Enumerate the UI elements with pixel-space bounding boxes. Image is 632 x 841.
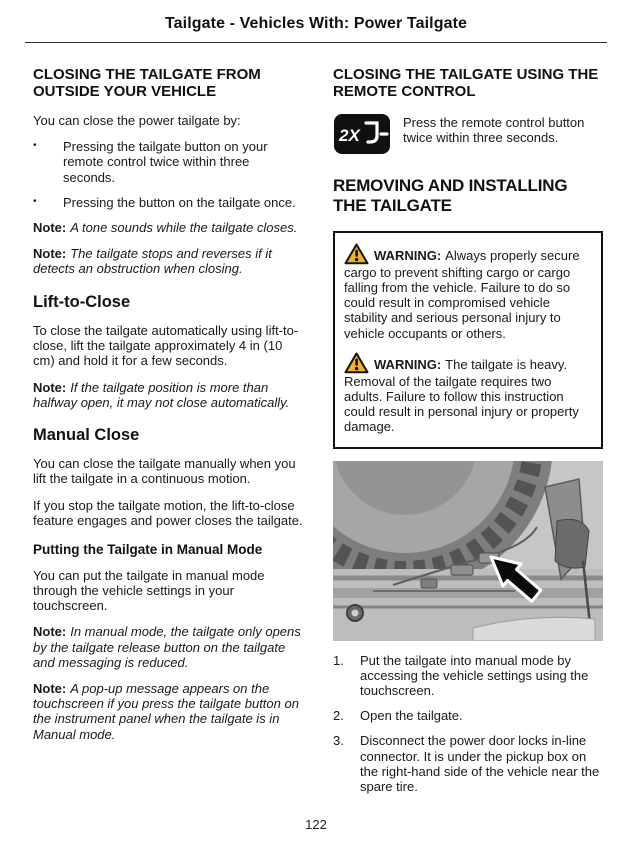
page-title: Tailgate - Vehicles With: Power Tailgate bbox=[165, 15, 467, 32]
warning-icon bbox=[344, 352, 369, 374]
left-column bbox=[33, 67, 303, 804]
note-text: A pop-up message appears on the touchscreen if you press the tailgate button on the instrument panel when the tailgate is in Manual mode. bbox=[33, 681, 299, 742]
page-number: 122 bbox=[305, 817, 327, 832]
note-label: Note: bbox=[33, 246, 67, 262]
step-item bbox=[333, 708, 603, 723]
section-heading-manual-close: Manual Close bbox=[33, 425, 140, 444]
warning-label: WARNING: bbox=[374, 356, 442, 372]
note-text: If the tailgate position is more than halfway open, it may not close automatically. bbox=[33, 379, 290, 410]
paragraph: To close the tailgate automatically using lift-to-close, lift the tailgate approximately 4 in (10 cm) and hold it for a few seconds. bbox=[33, 322, 299, 369]
bullet-list bbox=[33, 139, 303, 210]
steps-list bbox=[333, 653, 603, 795]
list-item bbox=[33, 139, 303, 185]
note bbox=[33, 220, 303, 235]
warning bbox=[344, 352, 592, 435]
section-heading-lift-to-close: Lift-to-Close bbox=[33, 292, 131, 311]
page-header bbox=[0, 0, 632, 43]
warning-text: Always properly secure cargo to prevent shifting cargo or cargo falling from the vehicle. Failure to do so could result in compromised vehicle stability and serious personal injury to vehicle occupants or others. bbox=[344, 247, 580, 341]
step-text: Open the tailgate. bbox=[360, 708, 463, 724]
paragraph: You can close the power tailgate by: bbox=[33, 113, 241, 128]
note bbox=[33, 624, 303, 670]
step-text: Disconnect the power door locks in-line connector. It is under the pickup box on the right-hand side of the vehicle near the spare tire. bbox=[360, 733, 600, 795]
warning-box bbox=[333, 231, 603, 449]
note-text: The tailgate stops and reverses if it detects an obstruction when closing. bbox=[33, 246, 272, 277]
note bbox=[33, 681, 303, 742]
section-heading-closing-outside: CLOSING THE TAILGATE FROM OUTSIDE YOUR VEHICLE bbox=[33, 66, 261, 100]
note-label: Note: bbox=[33, 681, 67, 697]
bullet-icon: • bbox=[33, 140, 37, 152]
step-number: 2. bbox=[333, 708, 344, 724]
list-item bbox=[33, 195, 303, 210]
step-item bbox=[333, 733, 603, 794]
note bbox=[33, 246, 303, 276]
right-column bbox=[333, 67, 603, 804]
two-column-layout bbox=[0, 43, 632, 804]
note-label: Note: bbox=[33, 220, 67, 236]
subsection-heading-manual-mode: Putting the Tailgate in Manual Mode bbox=[33, 542, 263, 558]
step-item bbox=[333, 653, 603, 699]
bullet-text: Pressing the tailgate button on your remote control twice within three seconds. bbox=[63, 139, 268, 185]
underbody-illustration bbox=[333, 461, 603, 641]
paragraph: Press the remote control button twice within three seconds. bbox=[403, 115, 585, 146]
warning bbox=[344, 243, 592, 341]
remote-key-icon bbox=[333, 113, 391, 155]
bullet-text: Pressing the button on the tailgate once. bbox=[63, 194, 296, 210]
section-heading-removing: REMOVING AND INSTALLING THE TAILGATE bbox=[333, 176, 568, 216]
section-heading-closing-remote: CLOSING THE TAILGATE USING THE REMOTE CONTROL bbox=[333, 66, 599, 100]
step-number: 3. bbox=[333, 733, 344, 749]
paragraph: You can put the tailgate in manual mode through the vehicle settings in your touchscreen. bbox=[33, 567, 265, 614]
step-text: Put the tailgate into manual mode by accessing the vehicle settings using the touchscreen. bbox=[360, 652, 589, 699]
note bbox=[33, 380, 303, 410]
note-label: Note: bbox=[33, 624, 67, 640]
step-number: 1. bbox=[333, 652, 344, 668]
warning-text: The tailgate is heavy. Removal of the tailgate requires two adults. Failure to follow this instruction could result in personal injury or property damage. bbox=[344, 356, 579, 435]
warning-label: WARNING: bbox=[374, 247, 442, 263]
paragraph: You can close the tailgate manually when you lift the tailgate in a continuous motion. bbox=[33, 456, 296, 487]
remote-icon-label: 2X bbox=[339, 126, 360, 145]
note-label: Note: bbox=[33, 379, 67, 395]
remote-instruction-row bbox=[333, 113, 603, 155]
warning-icon bbox=[344, 243, 369, 265]
paragraph: If you stop the tailgate motion, the lift-to-close feature engages and power closes the tailgate. bbox=[33, 497, 303, 528]
note-text: A tone sounds while the tailgate closes. bbox=[70, 220, 298, 236]
bullet-icon: • bbox=[33, 195, 37, 207]
note-text: In manual mode, the tailgate only opens by the tailgate release button on the tailgate and messaging is reduced. bbox=[33, 624, 301, 670]
